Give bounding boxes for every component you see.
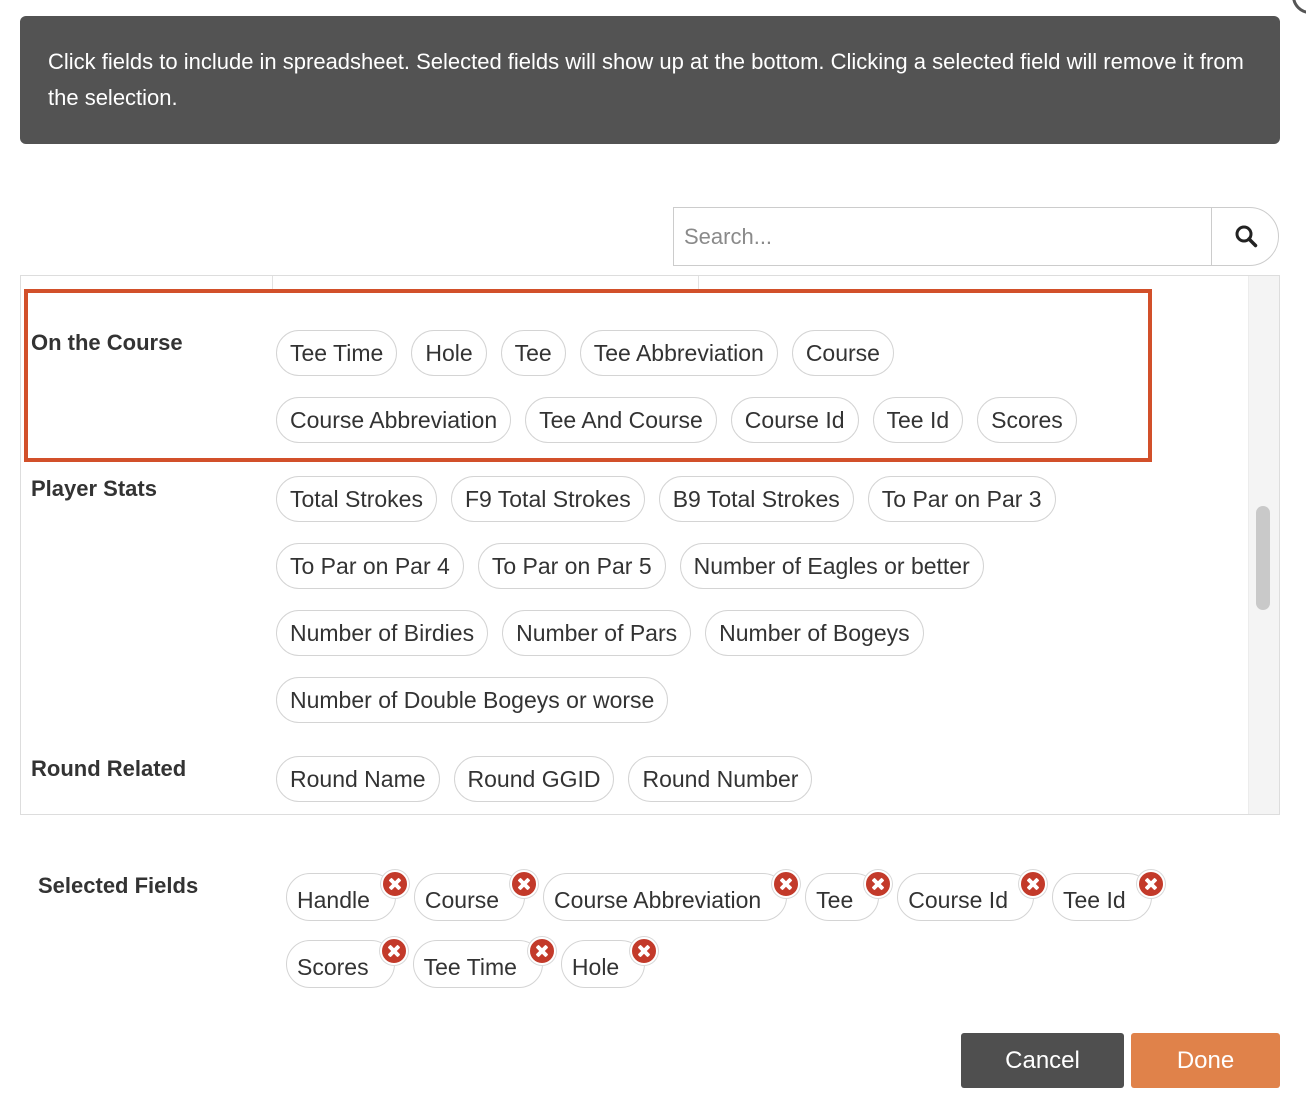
- field-chip[interactable]: Round Name: [276, 756, 440, 802]
- selected-chip[interactable]: [897, 873, 1034, 921]
- group-label-player-stats: Player Stats: [31, 476, 157, 501]
- chip-row: [276, 476, 1156, 524]
- search-input[interactable]: [674, 208, 1210, 265]
- selected-row: [286, 938, 1246, 988]
- field-chip[interactable]: Scores: [977, 397, 1077, 443]
- cancel-button[interactable]: Cancel: [961, 1033, 1124, 1088]
- group-fields-player-stats: [276, 476, 1156, 744]
- selected-chip[interactable]: [413, 940, 543, 988]
- selected-chip-label: Tee Id: [1062, 887, 1126, 913]
- selected-chip-label: Tee Time: [423, 954, 517, 980]
- instructions-banner: [20, 16, 1280, 144]
- chip-row: [276, 330, 1156, 378]
- chip-row: [276, 677, 1156, 725]
- instructions-text: Click fields to include in spreadsheet. Selected fields will show up at the bottom. Clicking a selected field will remove it from the selection.: [48, 49, 1244, 110]
- selected-chip-label: Course Id: [908, 887, 1008, 913]
- chip-row: [276, 543, 1156, 591]
- done-button[interactable]: Done: [1131, 1033, 1280, 1088]
- close-icon[interactable]: [1292, 0, 1306, 14]
- field-chip[interactable]: To Par on Par 3: [868, 476, 1056, 522]
- scrollbar-thumb[interactable]: [1256, 506, 1270, 610]
- field-chip[interactable]: Number of Pars: [502, 610, 691, 656]
- field-chip[interactable]: Course Id: [731, 397, 859, 443]
- remove-icon[interactable]: [1137, 870, 1165, 898]
- field-chip[interactable]: Total Strokes: [276, 476, 437, 522]
- fields-panel: [20, 275, 1280, 815]
- search-icon: [1234, 224, 1258, 248]
- field-chip[interactable]: Tee And Course: [525, 397, 717, 443]
- search-button[interactable]: [1211, 208, 1279, 265]
- field-chip[interactable]: Hole: [411, 330, 486, 376]
- chip-row: [276, 397, 1156, 445]
- divider: [698, 276, 699, 290]
- selected-chip[interactable]: [561, 940, 645, 988]
- field-chip[interactable]: Tee Time: [276, 330, 397, 376]
- field-chip[interactable]: Number of Bogeys: [705, 610, 923, 656]
- field-chip[interactable]: To Par on Par 5: [478, 543, 666, 589]
- selected-chip-label: Scores: [297, 954, 369, 980]
- selected-chip-label: Course Abbreviation: [554, 887, 762, 913]
- remove-icon[interactable]: [381, 870, 409, 898]
- selected-chip[interactable]: [414, 873, 525, 921]
- selected-chip[interactable]: [286, 940, 395, 988]
- chip-row: [276, 756, 1156, 804]
- selected-row: [286, 871, 1246, 921]
- field-chip[interactable]: F9 Total Strokes: [451, 476, 645, 522]
- selected-chip[interactable]: [286, 873, 396, 921]
- remove-icon[interactable]: [864, 870, 892, 898]
- field-chip[interactable]: Round Number: [628, 756, 812, 802]
- field-chip[interactable]: To Par on Par 4: [276, 543, 464, 589]
- field-chip[interactable]: Tee Abbreviation: [580, 330, 778, 376]
- chip-row: [276, 610, 1156, 658]
- group-label-round-related: Round Related: [31, 756, 187, 781]
- remove-icon[interactable]: [528, 937, 556, 965]
- selected-fields: [286, 871, 1246, 1005]
- field-chip[interactable]: Number of Eagles or better: [680, 543, 984, 589]
- field-chip[interactable]: Round GGID: [454, 756, 615, 802]
- column-dividers: [21, 276, 1279, 290]
- field-chip[interactable]: Course Abbreviation: [276, 397, 511, 443]
- field-chip[interactable]: Tee: [501, 330, 566, 376]
- remove-icon[interactable]: [772, 870, 800, 898]
- selected-chip-label: Hole: [571, 954, 620, 980]
- scrollbar[interactable]: [1248, 276, 1279, 814]
- group-fields-round-related: [276, 756, 1156, 815]
- field-chip[interactable]: B9 Total Strokes: [659, 476, 854, 522]
- field-chip[interactable]: Course: [792, 330, 894, 376]
- field-chip[interactable]: Tee Id: [873, 397, 964, 443]
- remove-icon[interactable]: [380, 937, 408, 965]
- selected-chip-label: Handle: [297, 887, 370, 913]
- remove-icon[interactable]: [630, 937, 658, 965]
- selected-chip-label: Tee: [816, 887, 854, 913]
- field-chip[interactable]: Number of Double Bogeys or worse: [276, 677, 668, 723]
- remove-icon[interactable]: [510, 870, 538, 898]
- remove-icon[interactable]: [1019, 870, 1047, 898]
- selected-fields-label: Selected Fields: [38, 873, 199, 898]
- group-fields-on-the-course: [276, 330, 1156, 464]
- selected-chip[interactable]: [543, 873, 787, 921]
- search-bar: [673, 207, 1279, 266]
- divider: [272, 276, 273, 290]
- selected-chip[interactable]: [805, 873, 879, 921]
- field-chip[interactable]: Number of Birdies: [276, 610, 488, 656]
- selected-chip-label: Course: [424, 887, 500, 913]
- selected-chip[interactable]: [1052, 873, 1152, 921]
- group-label-on-the-course: On the Course: [31, 330, 183, 355]
